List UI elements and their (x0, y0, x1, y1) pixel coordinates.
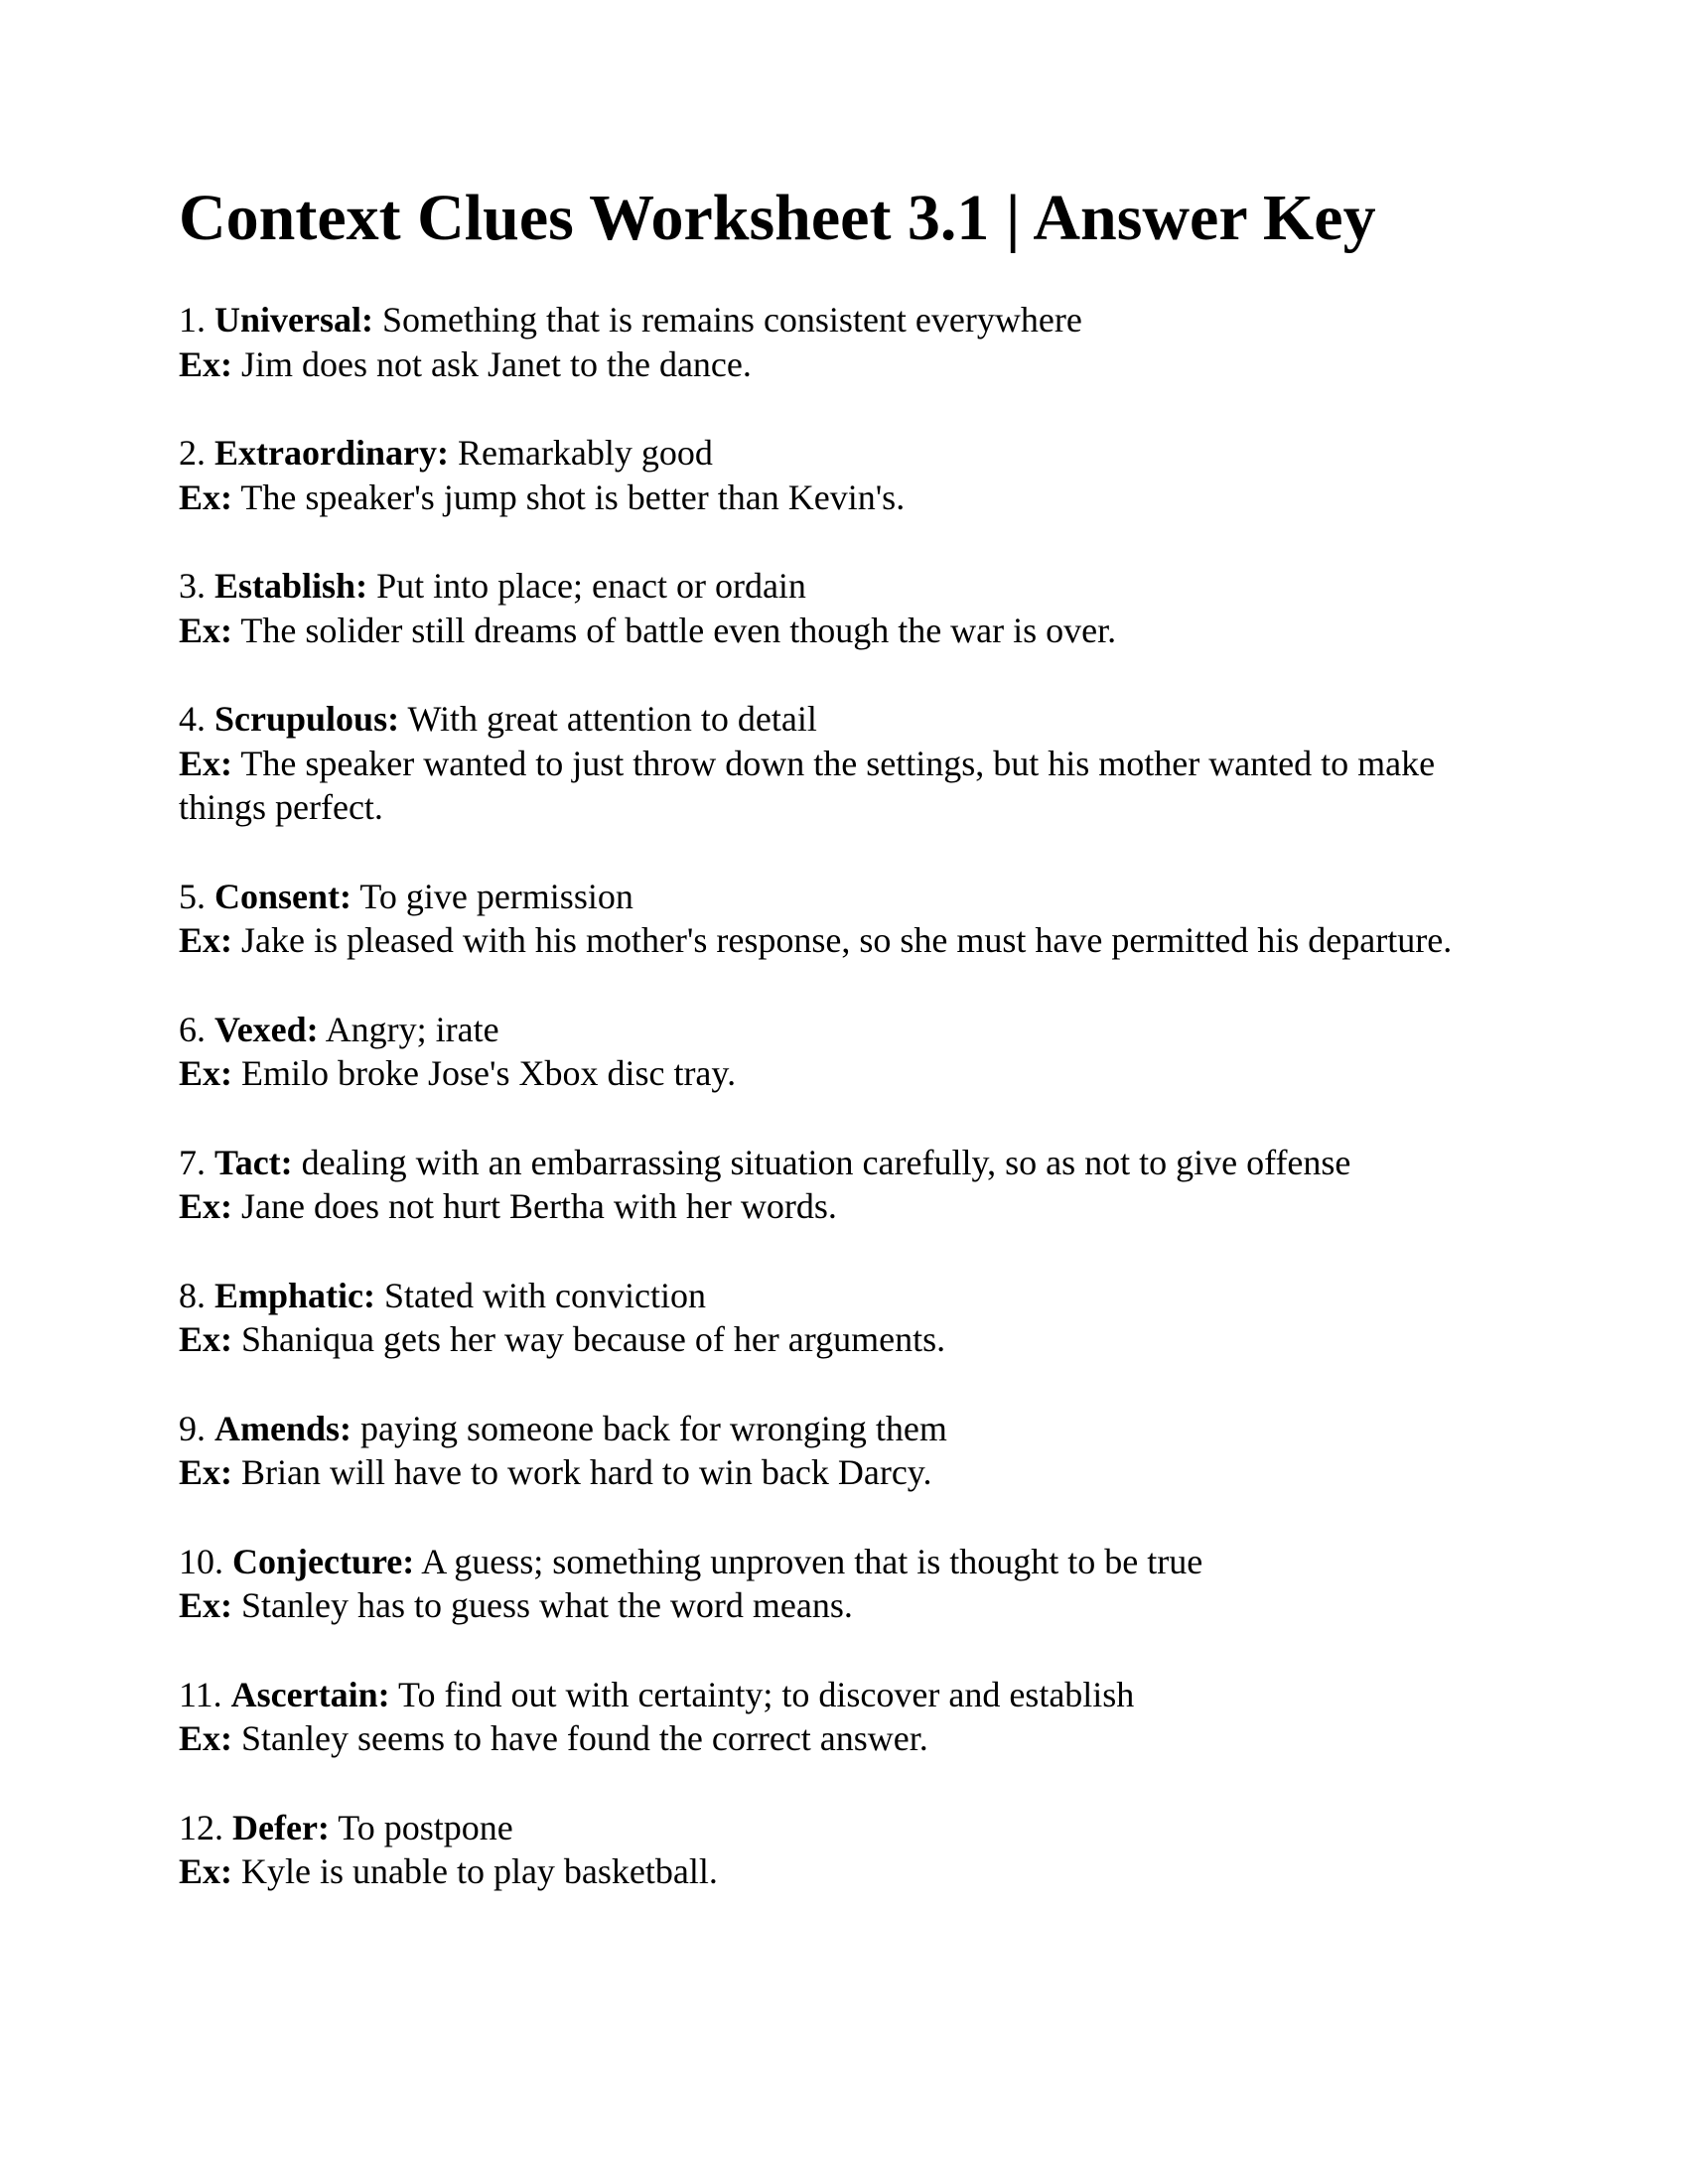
example-text: Jake is pleased with his mother's response, so she must have permitted his departure. (241, 920, 1453, 960)
example-label: Ex: (179, 343, 232, 384)
term: Defer: (232, 1807, 330, 1847)
definition: Stated with conviction (384, 1275, 706, 1315)
definition: Put into place; enact or ordain (376, 566, 806, 606)
item-number: 7. (179, 1142, 206, 1182)
example-line (179, 1583, 1509, 1628)
term: Extraordinary: (214, 433, 449, 473)
definition: Angry; irate (325, 1009, 499, 1049)
definition: paying someone back for wronging them (360, 1408, 947, 1448)
example-line (179, 1849, 1509, 1894)
definition: A guess; something unproven that is thought to be true (421, 1541, 1203, 1581)
definition: Something that is remains consistent everywhere (381, 300, 1082, 340)
list-item (179, 697, 1509, 830)
term: Consent: (214, 876, 352, 916)
example-label: Ex: (179, 1053, 232, 1093)
term-line (179, 1673, 1509, 1717)
term-line (179, 298, 1509, 342)
item-number: 8. (179, 1275, 206, 1315)
item-number: 10. (179, 1541, 223, 1581)
example-label: Ex: (179, 920, 232, 960)
list-item (179, 875, 1509, 963)
example-line (179, 342, 1509, 387)
definition: Remarkably good (457, 433, 713, 473)
list-item (179, 1141, 1509, 1229)
example-label: Ex: (179, 1186, 232, 1226)
example-line (179, 1317, 1509, 1362)
term-line (179, 1407, 1509, 1451)
example-label: Ex: (179, 1718, 232, 1758)
item-number: 3. (179, 566, 206, 606)
example-line (179, 918, 1509, 963)
list-item (179, 1673, 1509, 1761)
item-number: 11. (179, 1674, 222, 1714)
item-number: 12. (179, 1807, 223, 1847)
example-line (179, 1716, 1509, 1761)
example-label: Ex: (179, 1585, 232, 1625)
term: Conjecture: (232, 1541, 415, 1581)
item-number: 9. (179, 1408, 206, 1448)
term: Amends: (214, 1408, 352, 1448)
example-line (179, 742, 1509, 830)
item-number: 5. (179, 876, 206, 916)
term-line (179, 1008, 1509, 1052)
list-item (179, 1008, 1509, 1096)
term: Ascertain: (230, 1674, 390, 1714)
example-text: Brian will have to work hard to win back Darcy. (241, 1452, 932, 1492)
term-line (179, 875, 1509, 919)
term: Tact: (214, 1142, 293, 1182)
example-label: Ex: (179, 1452, 232, 1492)
term-line (179, 1274, 1509, 1318)
example-label: Ex: (179, 743, 232, 783)
term-line (179, 1540, 1509, 1584)
example-text: Kyle is unable to play basketball. (241, 1851, 718, 1891)
term: Emphatic: (214, 1275, 375, 1315)
example-line (179, 1450, 1509, 1495)
example-text: Jane does not hurt Bertha with her words. (241, 1186, 837, 1226)
item-number: 6. (179, 1009, 206, 1049)
example-text: Shaniqua gets her way because of her arguments. (241, 1319, 946, 1359)
item-number: 2. (179, 433, 206, 473)
example-line (179, 1051, 1509, 1096)
page-title: Context Clues Worksheet 3.1 | Answer Key (179, 182, 1376, 254)
example-text: The speaker's jump shot is better than Kevin's. (240, 477, 906, 517)
example-text: The speaker wanted to just throw down the settings, but his mother wanted to make things perfect. (179, 743, 1436, 827)
term-line (179, 1141, 1509, 1185)
list-item (179, 1540, 1509, 1628)
example-text: Stanley has to guess what the word means. (241, 1585, 853, 1625)
term-line (179, 431, 1509, 476)
example-line (179, 1184, 1509, 1229)
example-text: Emilo broke Jose's Xbox disc tray. (241, 1053, 737, 1093)
list-item (179, 298, 1509, 386)
definition: To postpone (338, 1807, 513, 1847)
definition: To give permission (359, 876, 633, 916)
item-number: 4. (179, 699, 206, 739)
example-line (179, 476, 1509, 520)
list-item (179, 1274, 1509, 1362)
example-label: Ex: (179, 1319, 232, 1359)
item-number: 1. (179, 300, 206, 340)
term: Scrupulous: (214, 699, 400, 739)
term: Establish: (214, 566, 368, 606)
list-item (179, 1806, 1509, 1894)
worksheet-page (179, 179, 1509, 1939)
term-line (179, 564, 1509, 609)
answer-list (179, 298, 1509, 1894)
example-label: Ex: (179, 477, 232, 517)
term: Vexed: (214, 1009, 319, 1049)
example-text: The solider still dreams of battle even though the war is over. (240, 610, 1117, 650)
list-item (179, 431, 1509, 519)
term-line (179, 1806, 1509, 1850)
list-item (179, 1407, 1509, 1495)
definition: With great attention to detail (407, 699, 817, 739)
definition: To find out with certainty; to discover and establish (397, 1674, 1135, 1714)
example-label: Ex: (179, 610, 232, 650)
example-text: Jim does not ask Janet to the dance. (241, 343, 752, 384)
term-line (179, 697, 1509, 742)
example-label: Ex: (179, 1851, 232, 1891)
example-text: Stanley seems to have found the correct answer. (241, 1718, 928, 1758)
list-item (179, 564, 1509, 652)
term: Universal: (214, 300, 373, 340)
definition: dealing with an embarrassing situation carefully, so as not to give offense (301, 1142, 1351, 1182)
example-line (179, 609, 1509, 653)
